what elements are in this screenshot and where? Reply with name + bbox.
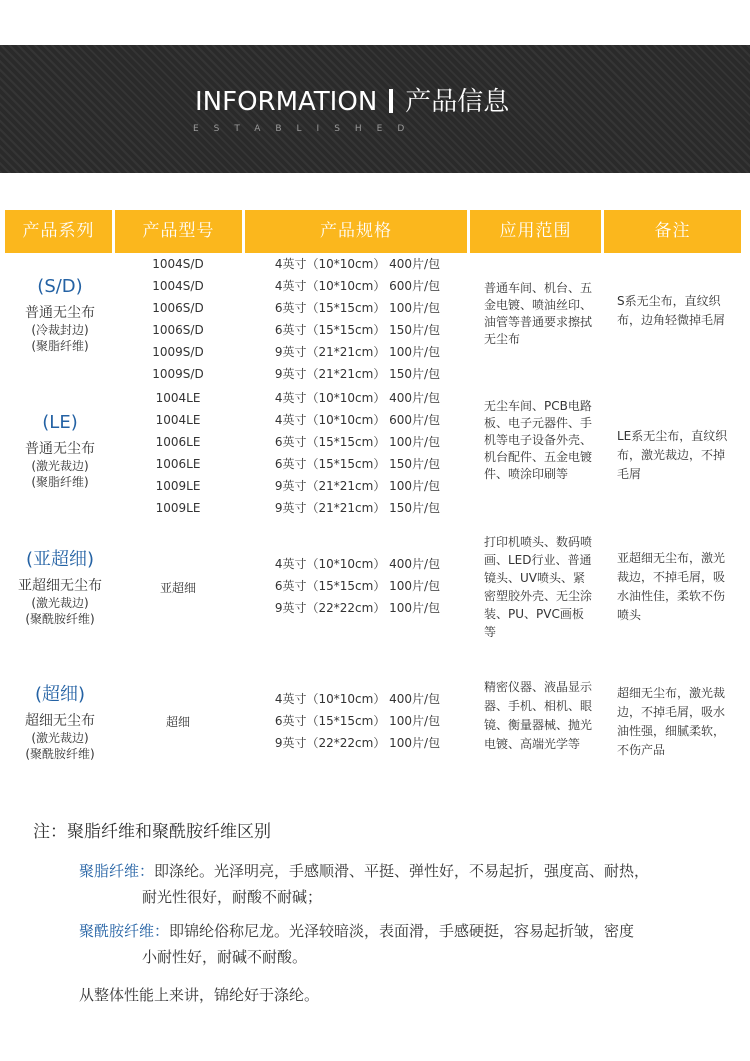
notes-title: 注：聚脂纤维和聚酰胺纤维区别 [33,822,271,842]
spec-item: 9英寸（21*21cm） 100片/包 [274,345,441,359]
header-remark: 备注 [604,210,741,253]
series-edge: (冷裁封边) [31,323,89,337]
header-model: 产品型号 [115,210,242,253]
polyamide-line1 [79,918,634,944]
spec-item: 9英寸（21*21cm） 150片/包 [274,367,441,381]
table-header [0,210,750,253]
model-list-sd [113,253,243,385]
polyester-desc: 即涤纶。光泽明亮，手感顺滑、平挺、弹性好，不易起折，强度高、耐热， [154,862,650,880]
banner-subtitle: ESTABLISHED [193,124,420,134]
header-application: 应用范围 [470,210,601,253]
remark-le: LE系无尘布，直纹织布，激光裁边，不掉毛屑 [617,429,728,481]
series-name: 超细无尘布 [25,713,95,729]
spec-item: 9英寸（22*22cm） 100片/包 [274,736,441,750]
model-item: 1006S/D [152,301,204,315]
header-spec: 产品规格 [245,210,467,253]
spec-item: 6英寸（15*15cm） 150片/包 [274,323,441,337]
model-item: 1004S/D [152,257,204,271]
series-name: 普通无尘布 [25,441,95,457]
application-ultrafine: 精密仪器、液晶显示器、手机、相机、眼镜、衡量器械、抛光电镀、高端光学等 [484,680,593,751]
model-item: 1009LE [155,501,201,515]
polyester-term: 聚脂纤维： [79,862,155,880]
spec-item: 4英寸（10*10cm） 400片/包 [274,692,441,706]
model-list-le [113,387,243,519]
model-item: 1006LE [155,457,201,471]
application-sub-ultrafine: 打印机喷头、数码喷画、LED行业、普通镜头、UV喷头、紧密塑胶外壳、无尘涂装、PU、PVC画板等 [484,535,593,639]
conclusion: 从整体性能上来讲，锦纶好于涤纶。 [79,986,320,1004]
application-sd: 普通车间、机台、五金电镀、喷油丝印、油管等普通要求擦拭无尘布 [484,281,593,346]
spec-item: 4英寸（10*10cm） 400片/包 [274,257,441,271]
series-edge: (激光裁边) [31,596,89,610]
model-item: 1004LE [155,413,201,427]
series-code: (LE) [42,412,78,433]
spec-item: 6英寸（15*15cm） 100片/包 [274,579,441,593]
model-item: 超细 [165,715,190,729]
model-item: 1009S/D [152,367,204,381]
series-edge: (激光裁边) [31,731,89,745]
spec-item: 6英寸（15*15cm） 100片/包 [274,435,441,449]
polyamide-line2: 小耐性好，耐碱不耐酸。 [142,948,308,966]
series-fiber: (聚酰胺纤维) [25,747,95,761]
series-code: (超细) [34,684,86,705]
model-list-ultrafine [113,711,243,733]
model-list-sub-ultrafine [113,577,243,599]
spec-item: 9英寸（21*21cm） 100片/包 [274,479,441,493]
spec-item: 4英寸（10*10cm） 400片/包 [274,391,441,405]
spec-item: 9英寸（22*22cm） 100片/包 [274,601,441,615]
polyamide-term: 聚酰胺纤维： [79,922,170,940]
model-item: 亚超细 [159,581,196,595]
spec-item: 4英寸（10*10cm） 600片/包 [274,413,441,427]
application-le: 无尘车间、PCB电路板、电子元器件、手机等电子设备外壳、机台配件、五金电镀件、喷涂印刷等 [484,399,593,481]
model-item: 1004LE [155,391,201,405]
spec-list-le [245,387,470,519]
header-series: 产品系列 [5,210,112,253]
series-fiber: (聚酰胺纤维) [25,612,95,626]
series-fiber: (聚脂纤维) [31,475,89,489]
model-item: 1009S/D [152,345,204,359]
spec-list-ultrafine [245,688,470,754]
spec-item: 6英寸（15*15cm） 100片/包 [274,301,441,315]
series-sd [5,276,115,354]
banner-title-en: INFORMATION [195,87,378,117]
model-item: 1009LE [155,479,201,493]
series-name: 普通无尘布 [25,305,95,321]
series-fiber: (聚脂纤维) [31,339,89,353]
banner-title [195,82,509,122]
header-banner [0,45,750,173]
series-code: (S/D) [37,276,83,297]
spec-item: 6英寸（15*15cm） 100片/包 [274,714,441,728]
series-edge: (激光裁边) [31,459,89,473]
series-code: (亚超细) [25,549,95,570]
model-item: 1006S/D [152,323,204,337]
polyester-line2: 耐光性很好，耐酸不耐碱； [142,888,323,906]
title-divider [389,89,393,113]
polyester-line1 [79,858,649,884]
series-ultrafine [5,684,115,762]
model-item: 1006LE [155,435,201,449]
model-item: 1004S/D [152,279,204,293]
series-name: 亚超细无尘布 [18,578,102,594]
series-le [5,412,115,490]
remark-sd: S系无尘布，直纹织布，边角轻微掉毛屑 [617,294,726,327]
spec-item: 4英寸（10*10cm） 600片/包 [274,279,441,293]
spec-list-sd [245,253,470,385]
spec-item: 9英寸（21*21cm） 150片/包 [274,501,441,515]
banner-title-cn: 产品信息 [405,87,510,117]
polyamide-desc: 即锦纶俗称尼龙。光泽较暗淡，表面滑，手感硬挺，容易起折皱，密度 [169,922,635,940]
spec-item: 6英寸（15*15cm） 150片/包 [274,457,441,471]
spec-item: 4英寸（10*10cm） 400片/包 [274,557,441,571]
remark-ultrafine: 超细无尘布，激光裁边，不掉毛屑，吸水油性强，细腻柔软，不伤产品 [617,686,726,757]
series-sub-ultrafine [5,549,115,627]
remark-sub-ultrafine: 亚超细无尘布，激光裁边，不掉毛屑，吸水油性佳，柔软不伤喷头 [617,551,726,622]
spec-list-sub-ultrafine [245,553,470,619]
